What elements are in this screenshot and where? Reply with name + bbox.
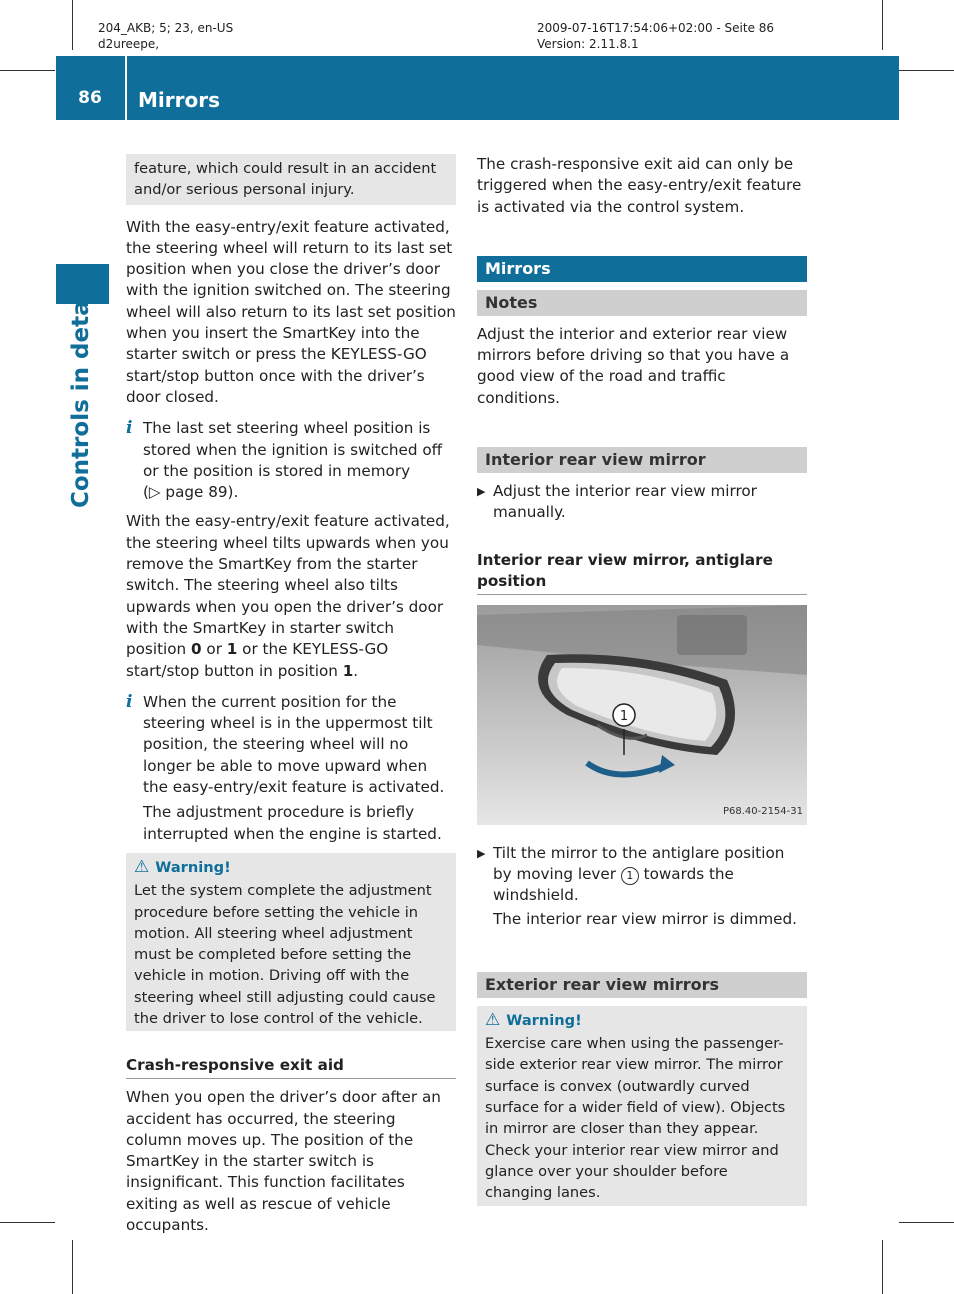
mirror-illustration [477, 605, 807, 825]
tilt-text-b: towards the windshield. [493, 864, 734, 905]
info-note-2 [126, 692, 456, 845]
antiglare-heading: Interior rear view mirror, antiglare position [477, 550, 807, 595]
interior-adjust-step [477, 481, 807, 524]
info-icon: i [126, 418, 133, 439]
warning-text: Let the system complete the adjustment procedure before setting the vehicle in motion. All steering wheel adjustment must be completed before setting the vehicle in motion. Driving off with the steering wheel still adjusting could cause the driver to lose control of the vehicle. [134, 882, 436, 1027]
warning-header [485, 1010, 799, 1031]
info-note-1-text: The last set steering wheel position is stored when the ignition is switched off or the position is stored in memory [143, 419, 443, 480]
step-arrow-icon: ▶ [477, 846, 486, 860]
crop-mark [0, 70, 55, 71]
para2-text-a: With the easy-entry/exit feature activated, the steering wheel tilts upwards when you remove the SmartKey from the starter switch. The steering wheel also tilts upwards when you open the driver’s door with the SmartKey in starter switch position [126, 512, 450, 659]
page-number: 86 [78, 88, 102, 108]
warning-text: Exercise care when using the passenger-side exterior rear view mirror. The mirror surface is convex (outwardly curved surface for a wider field of view). Objects in mirror are closer than they appear. Check your interior rear view mirror and glance over your shoulder before changing lanes. [485, 1035, 786, 1202]
section-exterior-heading: Exterior rear view mirrors [477, 972, 807, 998]
crop-mark [882, 1240, 883, 1294]
warning-triangle-icon: ⚠ [485, 1009, 501, 1030]
section-mirrors-heading: Mirrors [477, 256, 807, 282]
para2-pos-1b: 1 [342, 661, 354, 680]
crop-mark [899, 70, 954, 71]
warning-header [134, 857, 448, 878]
warning-title: Warning! [155, 858, 231, 876]
info-note-2-text-1: When the current position for the steering wheel is in the uppermost tilt position, the steering wheel will no longer be able to move upward when the easy-entry/exit feature is activated. [143, 692, 445, 797]
crash-exit-heading: Crash-responsive exit aid [126, 1055, 456, 1079]
tilt-text-a: Tilt the mirror to the antiglare position by moving lever [493, 843, 785, 883]
info-icon: i [126, 691, 133, 712]
step-arrow-icon: ▶ [477, 485, 486, 499]
crop-mark [0, 1222, 55, 1223]
page-title: Mirrors [138, 88, 220, 112]
right-column [477, 154, 807, 1230]
para2-pos-1: 1 [226, 640, 238, 659]
section-interior-heading: Interior rear view mirror [477, 447, 807, 473]
warning-box-exterior [477, 1006, 807, 1206]
print-meta-right [537, 20, 774, 52]
crop-mark [72, 1240, 73, 1294]
tilt-mirror-step [477, 843, 807, 930]
figure-code: P68.40-2154-31 [722, 806, 803, 818]
callout-1-label: 1 [619, 708, 629, 724]
info-note-1-page-ref[interactable]: (▷ page 89). [143, 483, 239, 502]
meta-right-line2: Version: 2.11.8.1 [537, 37, 639, 51]
chapter-label: Controls in detail [68, 284, 94, 508]
para2-pos-0: 0 [191, 640, 202, 659]
para2-text-c: or [201, 640, 227, 659]
crash-exit-intro: The crash-responsive exit aid can only be triggered when the easy-entry/exit feature is activated via the control system. [477, 155, 802, 216]
mirror-drawing [477, 605, 807, 825]
section-notes-heading: Notes [477, 290, 807, 316]
para2-text-e: or the KEYLESS-GO start/stop button in position [126, 640, 389, 680]
warning-triangle-icon: ⚠ [134, 856, 150, 877]
print-meta-left [98, 20, 233, 52]
info-note-2-text-2: The adjustment procedure is briefly interrupted when the engine is started. [143, 803, 442, 843]
crop-mark [72, 0, 73, 50]
crop-mark [899, 1222, 954, 1223]
header-divider [125, 56, 127, 120]
meta-right-line1: 2009-07-16T17:54:06+02:00 - Seite 86 [537, 21, 775, 35]
easy-entry-paragraph-1: With the easy-entry/exit feature activated, the steering wheel will return to its last set position when you close the driver’s door with the ignition switched on. The steering wheel will also return to its last set position when you insert the SmartKey into the starter switch or press the KEYLESS-GO start/stop button once with the driver’s door closed. [126, 217, 456, 406]
meta-left-line2: d2ureepe, [98, 37, 160, 51]
crop-mark [882, 0, 883, 50]
tilt-result: The interior rear view mirror is dimmed. [493, 909, 797, 928]
para2-period: . [353, 661, 359, 680]
interior-adjust-text: Adjust the interior rear view mirror manually. [493, 482, 757, 522]
easy-entry-paragraph-2 [126, 511, 456, 681]
info-note-1 [126, 418, 456, 503]
notes-text: Adjust the interior and exterior rear view mirrors before driving so that you have a good view of the road and traffic conditions. [477, 324, 790, 407]
left-column [126, 154, 456, 1246]
meta-left-line1: 204_AKB; 5; 23, en-US [98, 21, 234, 35]
continued-warning-box [126, 154, 456, 205]
crash-exit-text: When you open the driver’s door after an accident has occurred, the steering column moves up. The position of the SmartKey in the starter switch is insignificant. This function facilitates exiting as well as rescue of vehicle occupants. [126, 1088, 441, 1235]
warning-title: Warning! [506, 1011, 582, 1029]
warning-box-steering [126, 853, 456, 1031]
continued-warning-text: feature, which could result in an accident and/or serious personal injury. [134, 160, 437, 199]
lever-1-callout: 1 [621, 867, 639, 885]
